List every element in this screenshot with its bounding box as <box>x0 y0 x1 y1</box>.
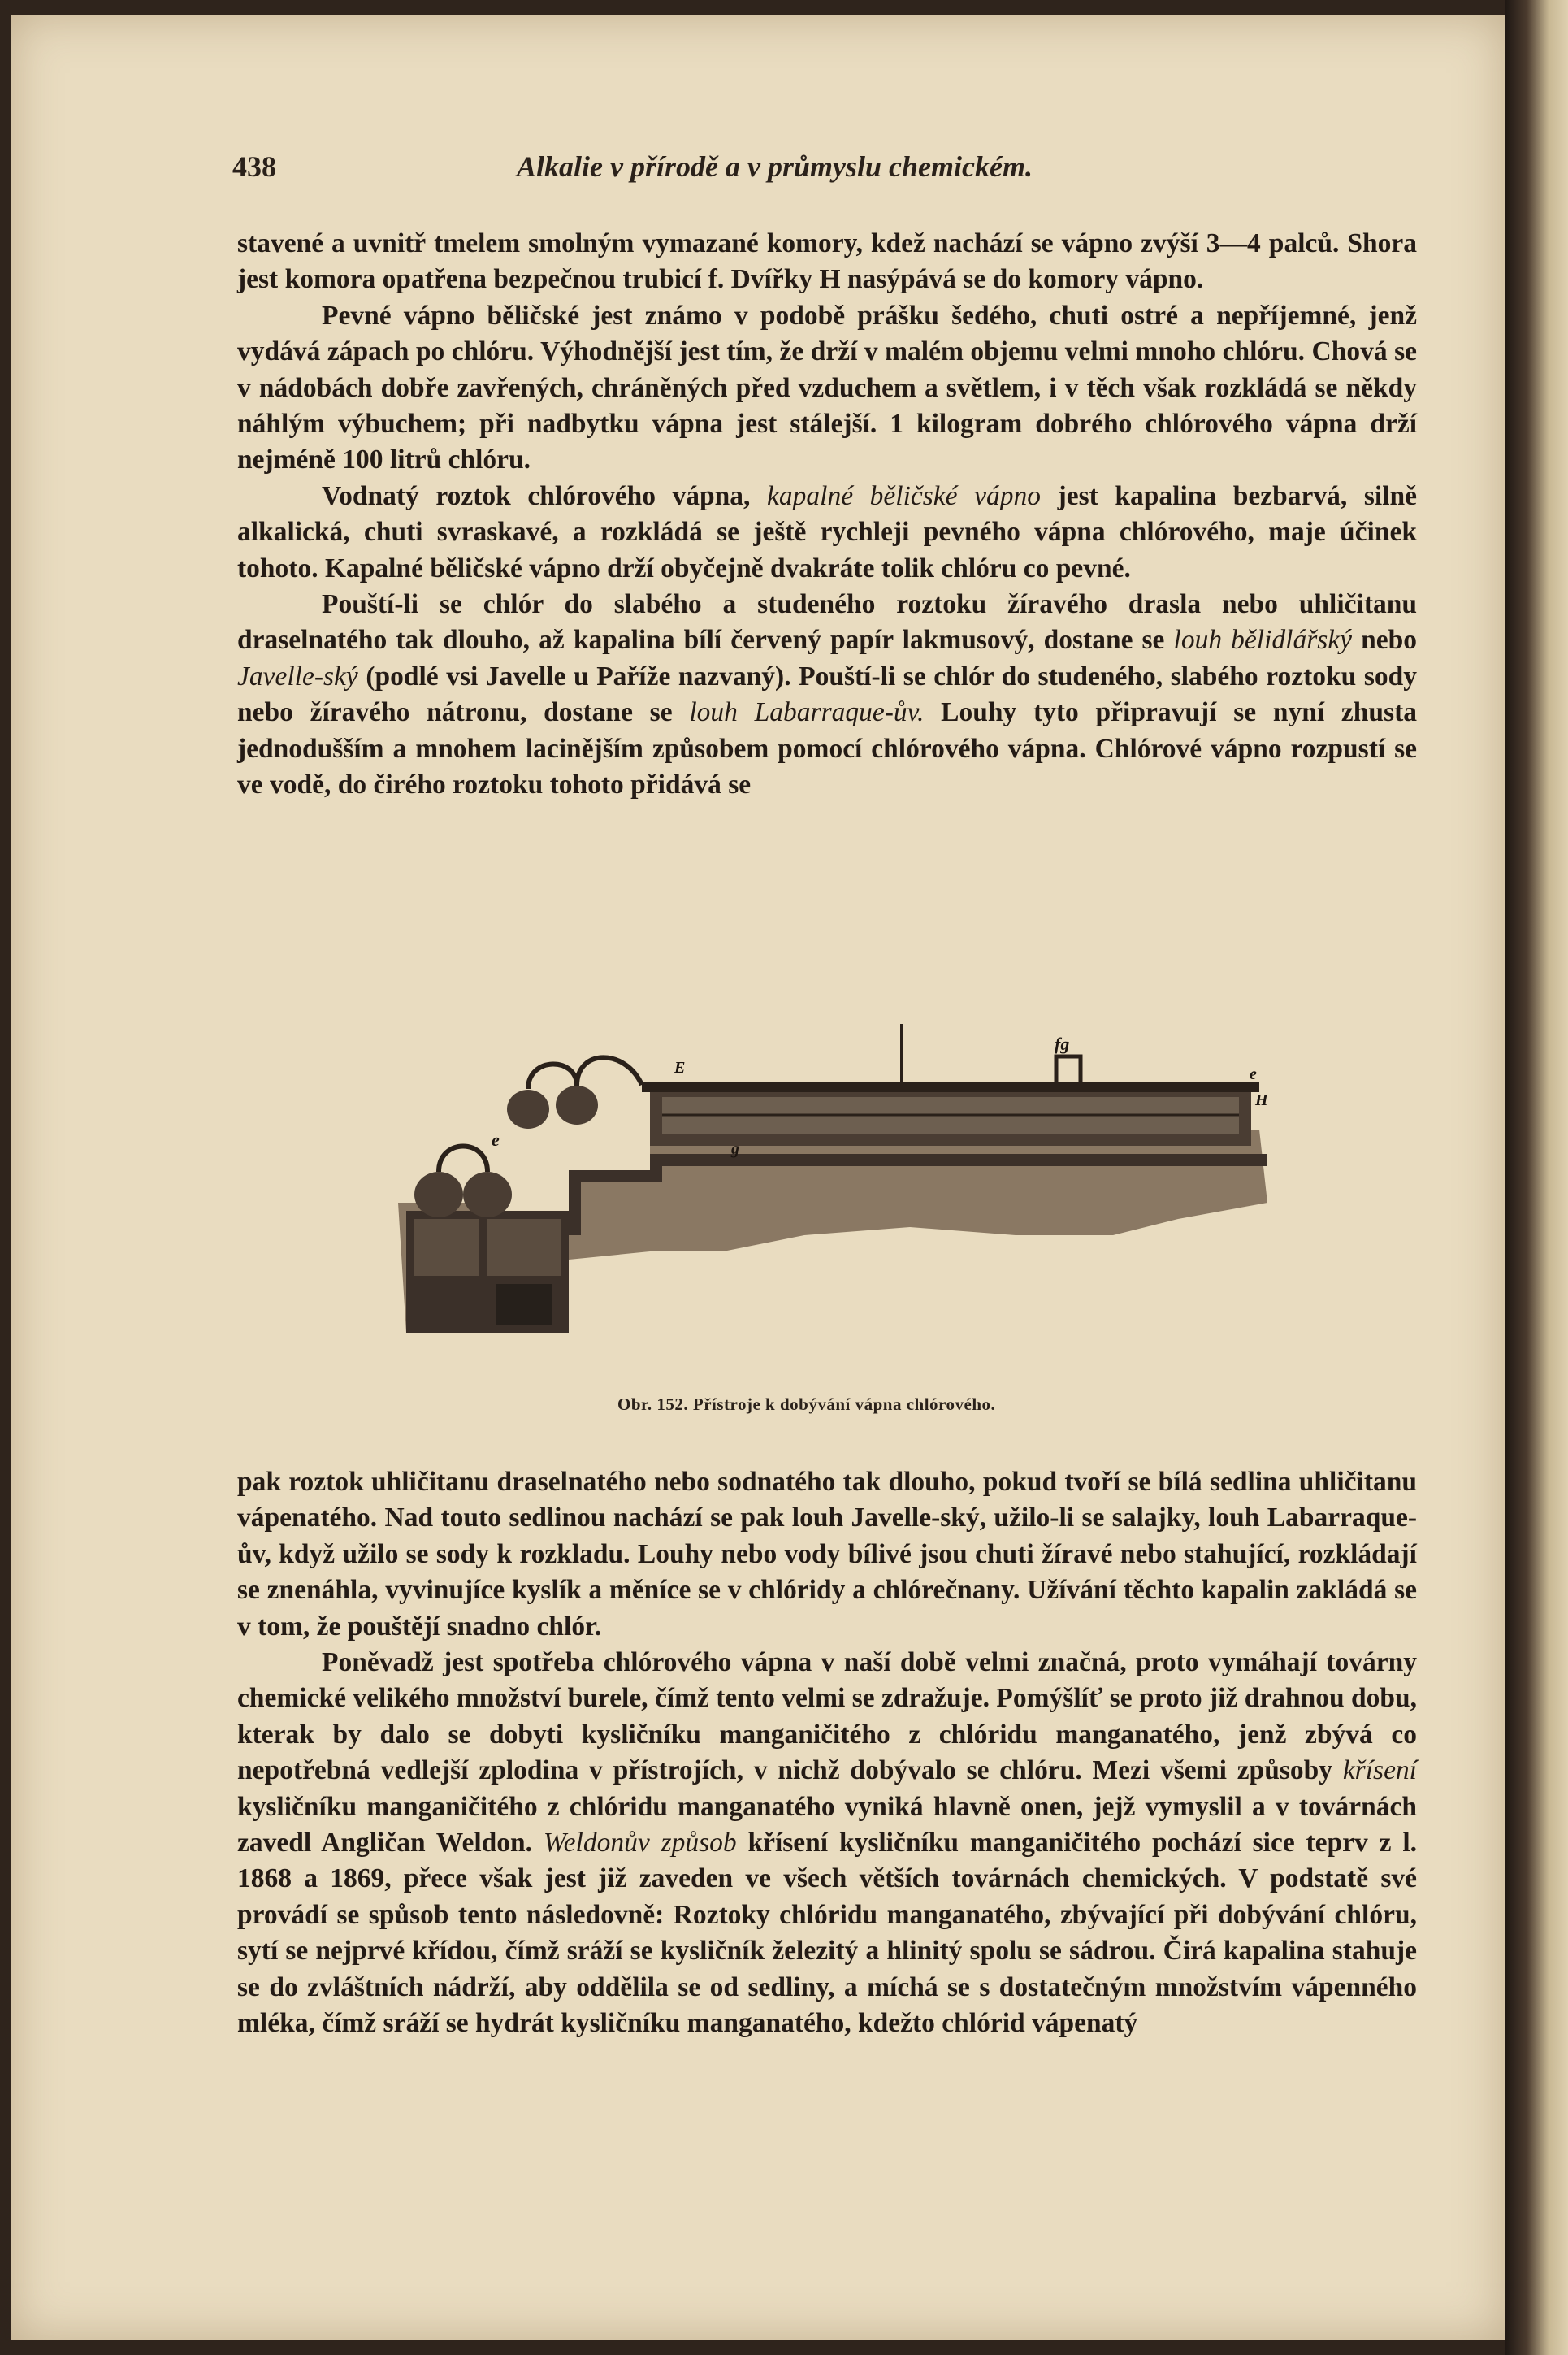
paragraph-text: jest kapalina bezbarvá, silně alkalická, chuti svraskavé, a rozkládá se ještě rychleji pevného vápna chlórového, maje účinek tohoto. Kapalné běličské vápno drží obyčejně dvakráte tolik chlóru co pevné. <box>237 480 1417 583</box>
paragraph-text: (podlé vsi Javelle u Paříže nazvaný). Pouští-li se chlór do studeného, slabého roztoku sody nebo žíravého nátronu, dostane se <box>237 661 1417 728</box>
paragraph-text: křísení kysličníku manganičitého pochází sice teprv z l. 1868 a 1869, přece však jest již zaveden ve všech větších továrnách chemických. V podstatě své provádí se spůsob tento následovně: Roztoky chlóridu manganatého, zbývající při dobývání chlóru, sytí se nejprvé křídou, čímž sráží se kysličník železitý a hlinitý spolu se sádrou. Čirá kapalina stahuje se do zvláštních nádrží, aby oddělila se od sedliny, a míchá se s dostatečným množstvím vápenného mléka, čímž sráží se hydrát kysličníku manganatého, kdežto chlórid vápenatý <box>237 1828 1418 2039</box>
book-gutter <box>1505 0 1568 2355</box>
paragraph-text: Vodnatý roztok chlórového vápna, <box>322 480 768 511</box>
paragraph <box>237 226 1417 298</box>
figure-caption: Obr. 152. Přístroje k dobývání vápna chlórového. <box>617 1394 996 1414</box>
page-number: 438 <box>232 150 276 183</box>
label-E: E <box>674 1059 686 1077</box>
label-H: H <box>1255 1091 1268 1109</box>
page-header <box>232 150 1419 190</box>
connecting-tube-3 <box>577 1057 642 1086</box>
paragraph-text: Pevné vápno běličské jest známo v podobě prášku šedého, chuti ostré a nepříjemné, jenž vydává zápach po chlóru. Výhodnější jest tím, že drží v malém objemu velmi mnoho chlóru. Chová se v nádobách dobře zavřených, chráněných před vzduchem a světlem, i v těch však rozkládá se někdy náhlým výbuchem; při nadbytku vápna jest stálejší. 1 kilogram dobrého chlórového vápna drží nejméně 100 litrů chlóru. <box>237 300 1417 475</box>
paragraph <box>237 479 1417 587</box>
label-e-left: e <box>492 1130 500 1150</box>
emphasized-text: kapalné běličské vápno <box>767 480 1042 511</box>
label-e-right: e <box>1250 1065 1257 1083</box>
connecting-tube-1 <box>439 1147 487 1173</box>
text-block-bottom <box>237 1464 1417 2042</box>
paragraph <box>237 298 1417 479</box>
text-block-top <box>237 226 1417 804</box>
paragraph-text: nebo <box>1352 625 1417 656</box>
running-title: Alkalie v přírodě a v průmyslu chemickém. <box>517 150 1033 183</box>
paragraph-text: pak roztok uhličitanu draselnatého nebo sodnatého tak dlouho, pokud tvoří se bílá sedlina uhličitanu vápenatého. Nad touto sedlinou nachází se pak louh Javelle-ský, užilo-li se salajky, louh Labarraque-ův, když užilo se sody k rozkladu. Louhy nebo vody bílivé jsou chuti žíravé nebo stahující, rozkládají se znenáhla, vyvinujíce kyslík a měníce se v chlóridy a chlórečnany. Užívání těchto kapalin zakládá se v tom, že pouštějí snadno chlór. <box>237 1467 1417 1642</box>
apparatus-illustration <box>382 991 1316 1373</box>
emphasized-text: louh Labarraque-ův. <box>689 697 925 728</box>
emphasized-text: Javelle-ský <box>237 661 358 692</box>
furnace-door <box>496 1284 552 1325</box>
paragraph-text: stavené a uvnitř tmelem smolným vymazané komory, kdež nachází se vápno zvýší 3—4 palců. Shora jest komora opatřena bezpečnou trubicí f. Dvířky H nasýpává se do komory vápno. <box>237 228 1417 295</box>
bulb-3 <box>507 1090 549 1129</box>
connecting-tube-2 <box>528 1064 577 1089</box>
bulb-2 <box>463 1172 512 1217</box>
emphasized-text: křísení <box>1342 1755 1417 1786</box>
apparatus-figure <box>382 991 1316 1373</box>
paragraph-text: Louhy tyto připravují se nyní zhusta jednodušším a mnohem lacinějším způsobem pomocí chlórového vápna. Chlórové vápno rozpustí se ve vodě, do čirého roztoku tohoto přidává se <box>237 697 1418 800</box>
paragraph <box>237 1645 1417 2041</box>
label-g: g <box>731 1140 739 1158</box>
long-chamber-lid <box>642 1082 1259 1092</box>
paragraph-text: Poněvadž jest spotřeba chlórového vápna v naší době velmi značná, proto vymáhají továrny chemické velikého množství burele, čímž tento velmi se zdražuje. Pomýšlíť se proto již drahnou dobu, kterak by dalo se dobyti kysličníku manganičitého z chlóridu manganatého, jenž zbývá co nepotřebná vedlejší zplodina v přístrojích, v nichž dobývalo se chlóru. Mezi všemi způsoby <box>237 1647 1417 1786</box>
paragraph <box>237 1464 1417 1645</box>
chamber-left <box>414 1219 479 1276</box>
emphasized-text: Weldonův způsob <box>543 1828 737 1858</box>
paragraph <box>237 587 1417 803</box>
paragraph-text: kysličníku manganičitého z chlóridu manganatého vyniká hlavně onen, jejž vymyslil a v továrnách zavedl Angličan Weldon. <box>237 1791 1417 1858</box>
label-fg: fg <box>1055 1034 1070 1054</box>
top-fitting <box>1056 1056 1081 1082</box>
bulb-1 <box>414 1172 463 1217</box>
bulb-4 <box>556 1086 598 1125</box>
chamber-right <box>487 1219 561 1276</box>
emphasized-text: louh bělidlářský <box>1173 625 1353 656</box>
paragraph-text: Pouští-li se chlór do slabého a studeného roztoku žíravého drasla nebo uhličitanu draselnatého tak dlouho, až kapalina bílí červený papír lakmusový, dostane se <box>237 589 1417 656</box>
